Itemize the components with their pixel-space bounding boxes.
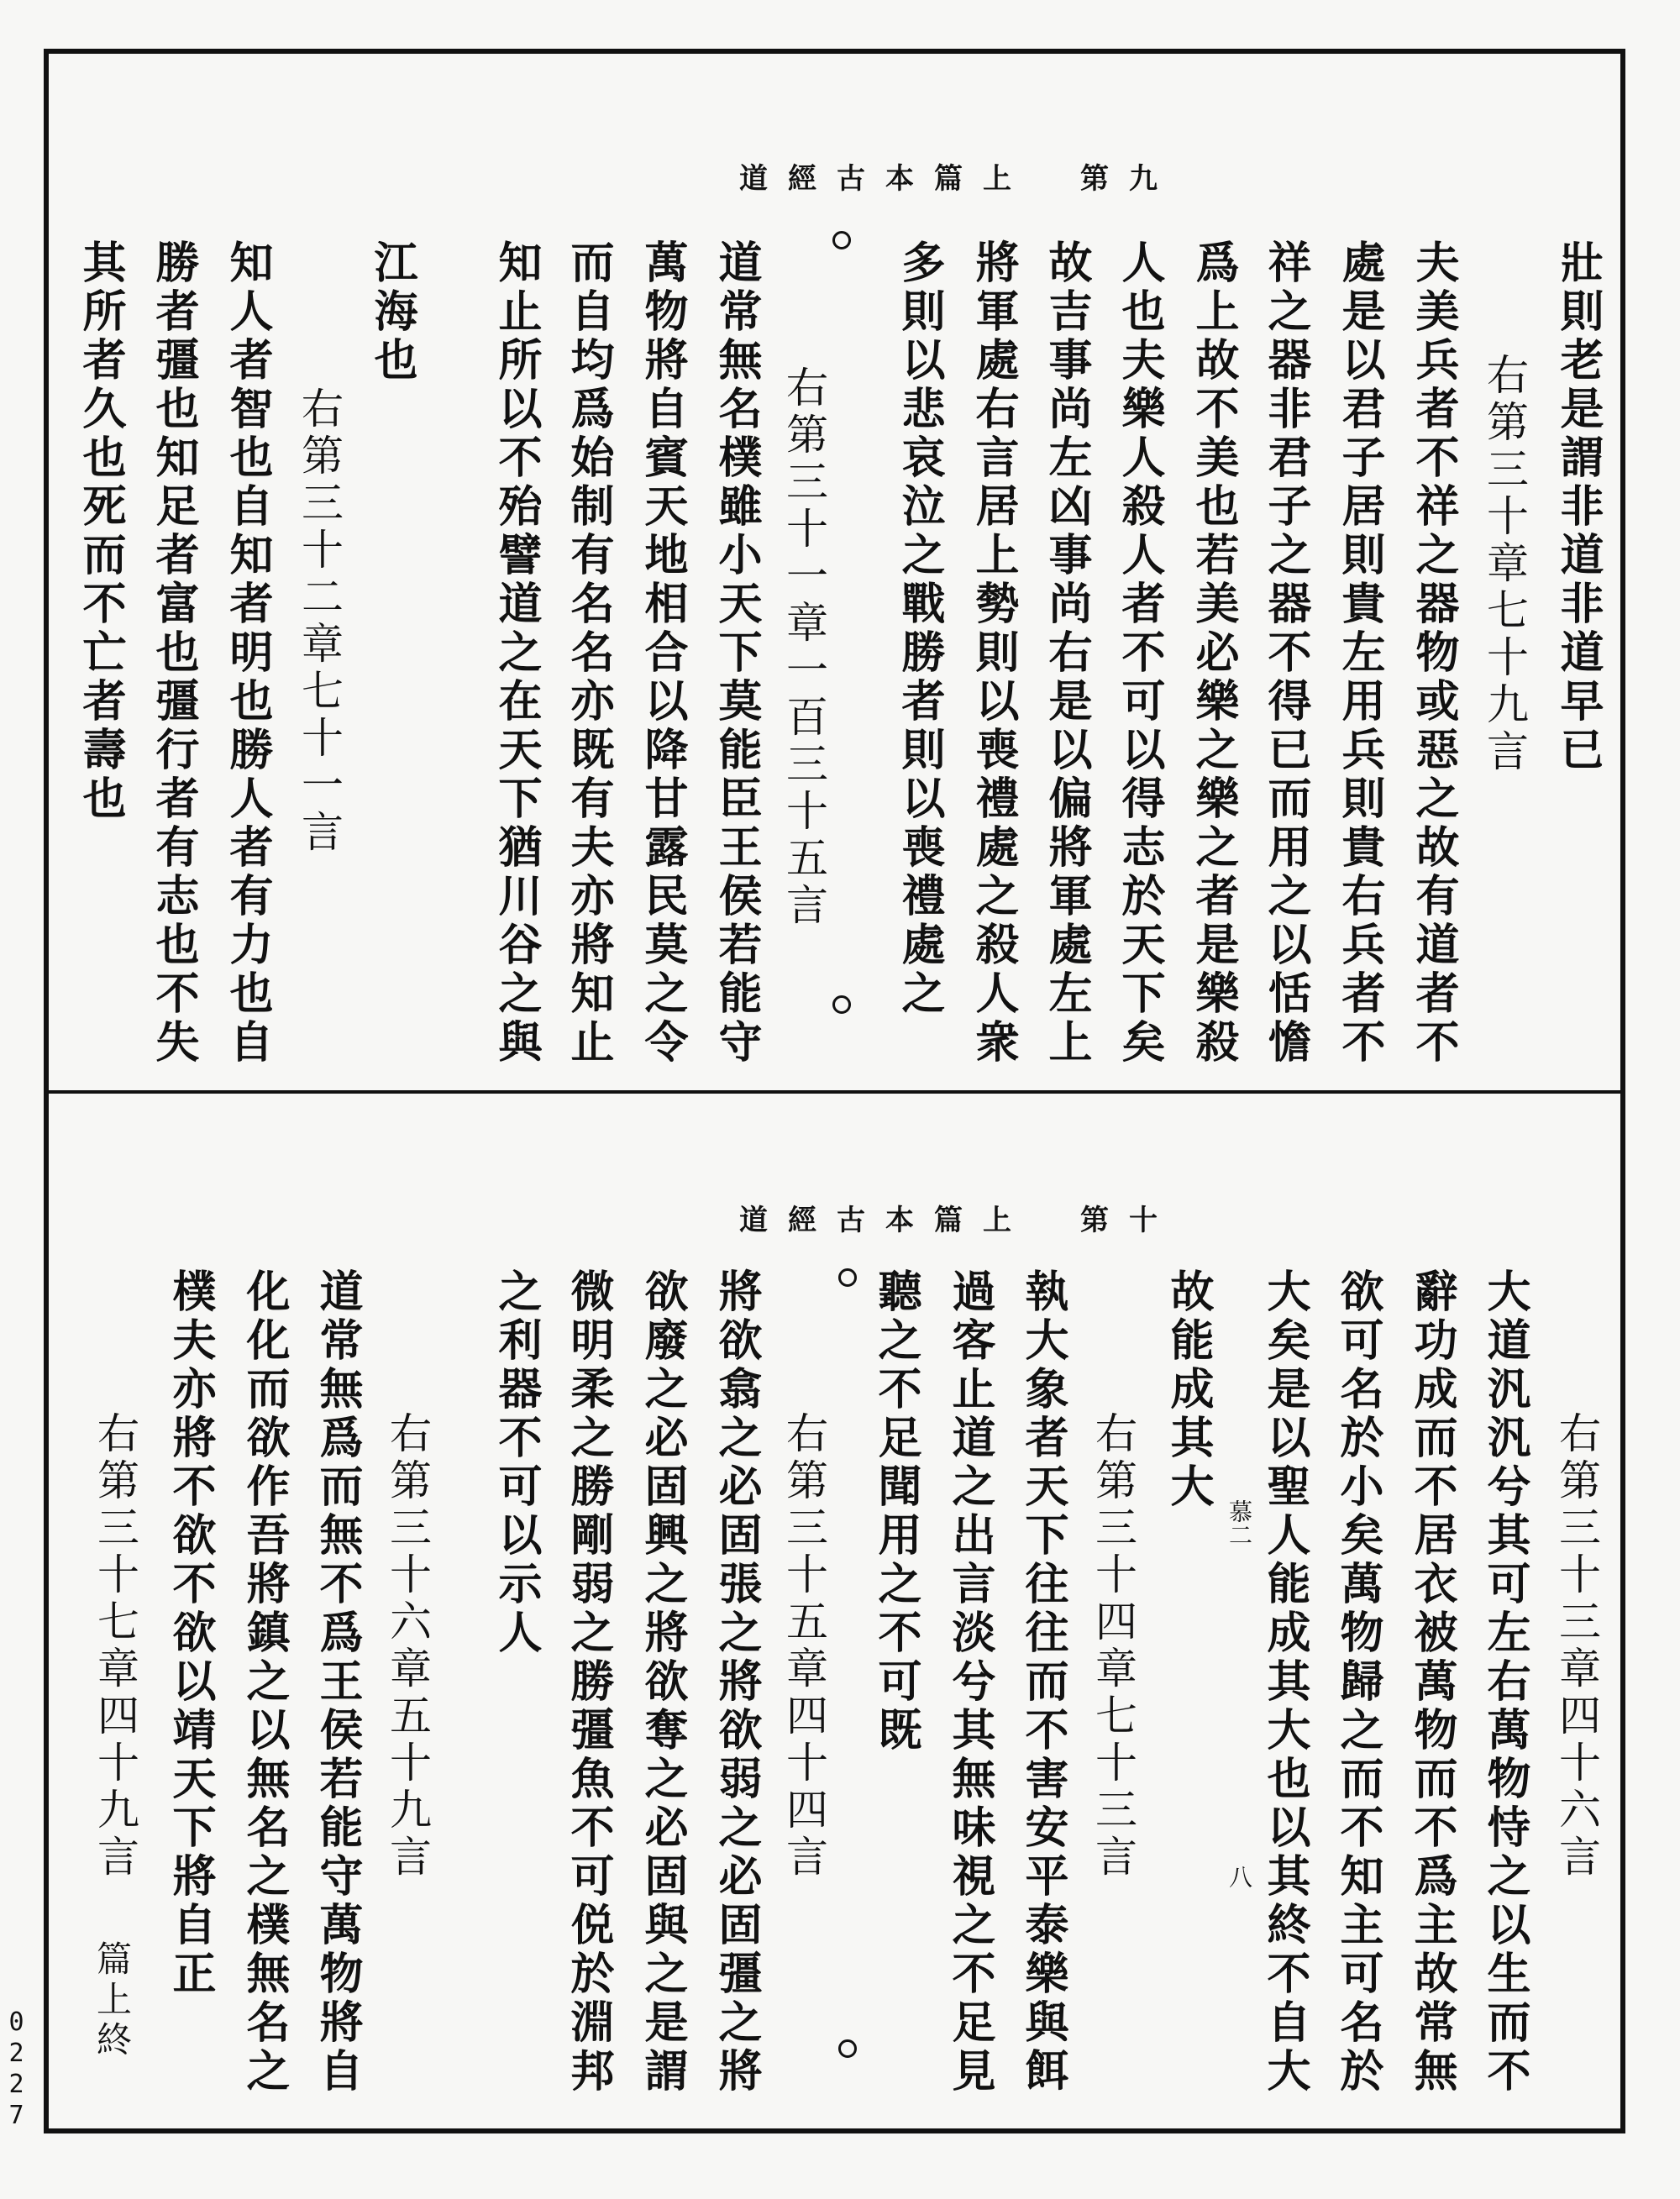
bottom-col-15: 之利器不可以示人 (491, 1268, 542, 1658)
bottom-col-20: 右第三十七章四十九言 (91, 1411, 139, 1881)
bottom-col-2: 大道汎汎兮其可左右萬物恃之以生而不 (1479, 1268, 1530, 2097)
top-col-3: 夫美兵者不祥之器物或惡之故有道者不 (1408, 239, 1459, 1068)
bottom-col-19: 樸夫亦將不欲不欲以靖天下將自正 (165, 1268, 216, 1999)
circle-mark (832, 995, 851, 1014)
half-divider (44, 1090, 1625, 1094)
annotation-mu-er: 慕二 (1226, 1499, 1253, 1546)
top-col-15: 知止所以不殆譬道之在天下猶川谷之與 (491, 239, 542, 1068)
bottom-col-16: 右第三十六章五十九言 (383, 1411, 432, 1881)
bottom-col-3: 辭功成而不居衣被萬物而不爲主故常無 (1406, 1268, 1457, 2097)
bottom-col-17: 道常無爲而無不爲王侯若能守萬物將自 (312, 1268, 363, 2097)
circle-mark (838, 1268, 857, 1287)
bottom-col-1: 右第三十三章四十六言 (1552, 1411, 1601, 1881)
top-col-12: 道常無名樸雖小天下莫能臣王侯若能守 (711, 239, 762, 1068)
annotation-ba: 八 (1226, 1865, 1253, 1888)
top-col-1: 壯則老是謂非道非道早已 (1552, 239, 1604, 775)
bottom-col-13: 欲廢之必固興之將欲奪之必固與之是謂 (637, 1268, 688, 2097)
top-col-4: 處是以君子居則貴左用兵則貴右兵者不 (1334, 239, 1385, 1068)
page-number: 0227 (2, 2007, 31, 2132)
top-col-16: 江海也 (366, 239, 417, 386)
bottom-col-6: 故能成其大 (1163, 1268, 1214, 1512)
bottom-col-7: 右第三十四章七十三言 (1089, 1411, 1137, 1881)
top-col-17: 右第三十二章七十一言 (295, 386, 344, 857)
circle-mark (838, 2039, 857, 2058)
bottom-col-8: 執大象者天下往往而不害安平泰樂與餌 (1017, 1268, 1068, 2097)
bottom-col-9: 過客止道之出言淡兮其無味視之不足見 (944, 1268, 995, 2097)
top-col-20: 其所者久也死而不亡者壽也 (75, 239, 126, 824)
top-col-8: 故吉事尚左凶事尚右是以偏將軍處左上 (1041, 239, 1092, 1068)
bottom-col-4: 欲可名於小矣萬物歸之而不知主可名於 (1332, 1268, 1383, 2097)
bottom-col-14: 微明柔之勝剛弱之勝彊魚不可侻於淵邦 (563, 1268, 614, 2097)
top-col-11: 右第三十一章一百三十五言 (780, 365, 828, 930)
bottom-col-10: 聽之不足聞用之不可既 (870, 1268, 921, 1756)
top-col-7: 人也夫樂人殺人者不可以得志於天下矣 (1114, 239, 1165, 1068)
bottom-col-18: 化化而欲作吾將鎮之以無名之樸無名之 (239, 1268, 290, 2097)
bottom-col-5: 大矣是以聖人能成其大也以其終不自大 (1259, 1268, 1310, 2097)
top-col-2: 右第三十章七十九言 (1480, 353, 1529, 776)
top-col-9: 將軍處右言居上勢則以喪禮處之殺人衆 (968, 239, 1019, 1068)
bottom-col-11: 右第三十五章四十四言 (780, 1411, 828, 1881)
end-of-part-mark: 篇上終 (92, 1940, 133, 2061)
top-col-13: 萬物將自賓天地相合以降甘露民莫之令 (637, 239, 688, 1068)
bottom-col-12: 將欲翕之必固張之將欲弱之必固彊之將 (711, 1268, 762, 2097)
top-col-6: 爲上故不美也若美必樂之樂之者是樂殺 (1188, 239, 1239, 1068)
top-col-18: 知人者智也自知者明也勝人者有力也自 (222, 239, 273, 1068)
top-col-5: 祥之器非君子之器不得已而用之以恬憺 (1260, 239, 1311, 1068)
bottom-header: 道經古本篇上 第十 (739, 1204, 1178, 1237)
top-col-14: 而自均爲始制有名名亦既有夫亦將知止 (563, 239, 614, 1068)
circle-mark (832, 231, 851, 249)
top-col-19: 勝者彊也知足者富也彊行者有志也不失 (148, 239, 199, 1068)
top-col-10: 多則以悲哀泣之戰勝者則以喪禮處之 (894, 239, 945, 1019)
top-header: 道經古本篇上 第九 (739, 162, 1178, 196)
